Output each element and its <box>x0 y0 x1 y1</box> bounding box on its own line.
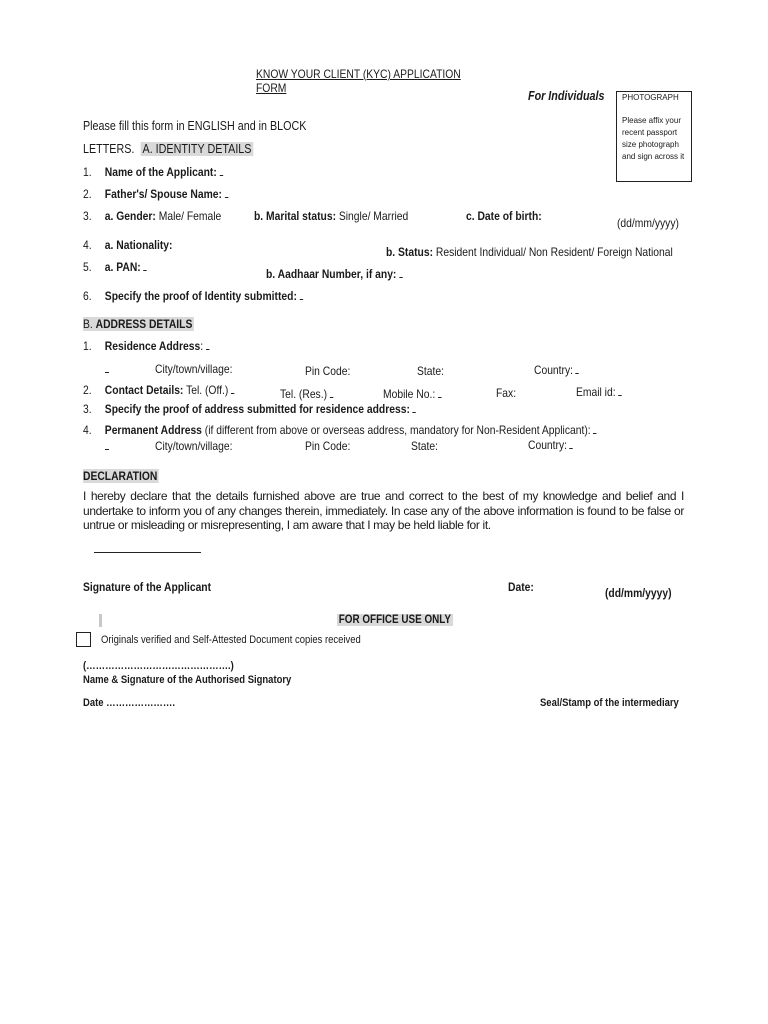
nationality-label: a. Nationality: <box>104 238 173 252</box>
instruction-line2: LETTERS. <box>83 142 135 156</box>
permanent-country-row <box>528 438 573 452</box>
item-number: 4. <box>83 238 92 252</box>
identity-details-heading: A. IDENTITY DETAILS <box>142 142 252 156</box>
item-number: 1. <box>83 339 92 353</box>
permanent-pin-label: Pin Code: <box>305 439 351 453</box>
permanent-city-label: City/town/village: <box>155 439 233 453</box>
declaration-heading: DECLARATION <box>83 469 158 483</box>
email-label: Email id: <box>576 385 616 399</box>
residence-address-field[interactable] <box>206 339 209 350</box>
residence-address-label: Residence Address <box>104 339 201 353</box>
father-spouse-name-label: Father's/ Spouse Name: <box>104 187 222 201</box>
residence-state-label: State: <box>417 364 444 378</box>
address-heading-prefix: B. <box>83 317 93 331</box>
aadhaar-field[interactable] <box>399 267 402 278</box>
pan-label: a. PAN: <box>104 260 141 274</box>
form-title-line2: FORM <box>256 81 287 95</box>
dob-format: (dd/mm/yyyy) <box>617 216 679 230</box>
residence-city-label: City/town/village: <box>155 362 233 376</box>
office-use-heading <box>337 614 453 626</box>
permanent-country-label: Country: <box>528 438 568 452</box>
office-heading-part1: FOR OFFICE USE <box>338 614 422 626</box>
status-label: b. Status: <box>386 245 434 259</box>
photograph-instruction-line: Please affix your <box>622 116 681 125</box>
tel-res-label: Tel. (Res.) <box>280 387 328 401</box>
originals-verified-label: Originals verified and Self-Attested Document copies received <box>101 634 361 646</box>
office-date-line: Date …………………. <box>83 697 175 709</box>
photograph-title: PHOTOGRAPH <box>622 93 679 102</box>
address-proof-label: Specify the proof of address submitted for residence address: <box>104 402 410 416</box>
marital-status-options[interactable]: Single/ Married <box>338 209 409 223</box>
permanent-country-field[interactable] <box>570 438 573 449</box>
email-row <box>576 385 622 399</box>
permanent-line-field[interactable] <box>105 439 109 450</box>
photograph-instruction-line: and sign across it <box>622 152 685 161</box>
declaration-date-format: (dd/mm/yyyy) <box>605 586 672 600</box>
declaration-text: I hereby declare that the details furnished above are true and correct to the best of my knowledge and belief and I undertake to inform you of any changes therein, immediately. In case any of the above information is found to be false or untrue or misleading or misrepresenting, I am aware that I may be held liable for it. <box>83 489 684 532</box>
residence-country-label: Country: <box>534 363 574 377</box>
item-number: 3. <box>83 402 92 416</box>
identity-row-2 <box>83 187 228 201</box>
identity-row-4 <box>83 238 172 252</box>
fax-label: Fax: <box>496 386 517 400</box>
tel-off-label: Tel. (Off.) <box>186 383 229 397</box>
photograph-box <box>616 91 692 182</box>
declaration-date-label: Date: <box>508 580 534 594</box>
residence-country-field[interactable] <box>576 363 579 374</box>
address-details-heading <box>83 317 194 331</box>
status-row <box>386 245 673 259</box>
identity-row-5 <box>83 260 147 274</box>
mobile-row <box>383 387 441 401</box>
gender-label: a. Gender: <box>104 209 156 223</box>
permanent-address-label: Permanent Address <box>104 423 202 437</box>
item-number: 4. <box>83 423 92 437</box>
address-row-4 <box>83 423 597 437</box>
item-number: 2. <box>83 383 92 397</box>
address-row-3 <box>83 402 416 416</box>
tel-res-row <box>280 387 333 401</box>
pan-field[interactable] <box>143 260 146 271</box>
gender-options[interactable]: Male/ Female <box>158 209 222 223</box>
photograph-instruction-line: size photograph <box>622 140 679 149</box>
permanent-state-label: State: <box>411 439 438 453</box>
applicant-name-label: Name of the Applicant: <box>104 165 217 179</box>
office-heading-part2: ONLY <box>424 614 452 626</box>
item-number: 6. <box>83 289 92 303</box>
residence-country-row <box>534 363 579 377</box>
email-field[interactable] <box>618 385 621 396</box>
mobile-field[interactable] <box>438 387 441 398</box>
item-number: 2. <box>83 187 92 201</box>
item-number: 1. <box>83 165 92 179</box>
seal-stamp-label: Seal/Stamp of the intermediary <box>540 697 679 709</box>
residence-pin-label: Pin Code: <box>305 364 351 378</box>
signature-line <box>94 552 201 553</box>
item-number: 5. <box>83 260 92 274</box>
status-options[interactable]: Resident Individual/ Non Resident/ Foreign National <box>435 245 673 259</box>
authorised-signatory-label: Name & Signature of the Authorised Signatory <box>83 674 292 686</box>
address-row-1 <box>83 339 209 353</box>
address-proof-field[interactable] <box>412 402 415 413</box>
photograph-instruction-line: recent passport <box>622 128 678 137</box>
mobile-label: Mobile No.: <box>383 387 436 401</box>
permanent-address-field[interactable] <box>593 423 596 434</box>
originals-verified-checkbox[interactable] <box>76 632 91 647</box>
identity-row-3 <box>83 209 221 223</box>
aadhaar-label: b. Aadhaar Number, if any: <box>266 267 397 281</box>
contact-details-label: Contact Details: <box>104 383 184 397</box>
form-title-line1: KNOW YOUR CLIENT (KYC) APPLICATION <box>256 67 461 81</box>
instruction-letters <box>83 142 253 156</box>
marital-status-label: b. Marital status: <box>254 209 337 223</box>
dob-label: c. Date of birth: <box>466 209 542 223</box>
tel-off-field[interactable] <box>231 383 234 394</box>
signatory-dots-line: (……………………………………….) <box>83 660 234 672</box>
signature-label: Signature of the Applicant <box>83 580 212 594</box>
office-marker-bar <box>99 614 102 627</box>
item-number: 3. <box>83 209 92 223</box>
identity-row-6 <box>83 289 303 303</box>
residence-colon: : <box>200 339 204 353</box>
instruction-line1: Please fill this form in ENGLISH and in BLOCK <box>83 119 307 133</box>
identity-row-1 <box>83 165 223 179</box>
address-row-2 <box>83 383 234 397</box>
tel-res-field[interactable] <box>330 387 333 398</box>
identity-proof-label: Specify the proof of Identity submitted: <box>104 289 297 303</box>
residence-line-field[interactable] <box>105 362 109 373</box>
identity-proof-field[interactable] <box>299 289 302 300</box>
applicant-name-field[interactable] <box>219 165 222 176</box>
father-spouse-name-field[interactable] <box>225 187 228 198</box>
marital-status-row <box>254 209 408 223</box>
address-heading-text: ADDRESS DETAILS <box>95 317 193 331</box>
aadhaar-row <box>266 267 402 281</box>
for-individuals-label: For Individuals <box>528 89 605 103</box>
permanent-address-note: (if different from above or overseas address, mandatory for Non-Resident Applicant): <box>204 423 591 437</box>
